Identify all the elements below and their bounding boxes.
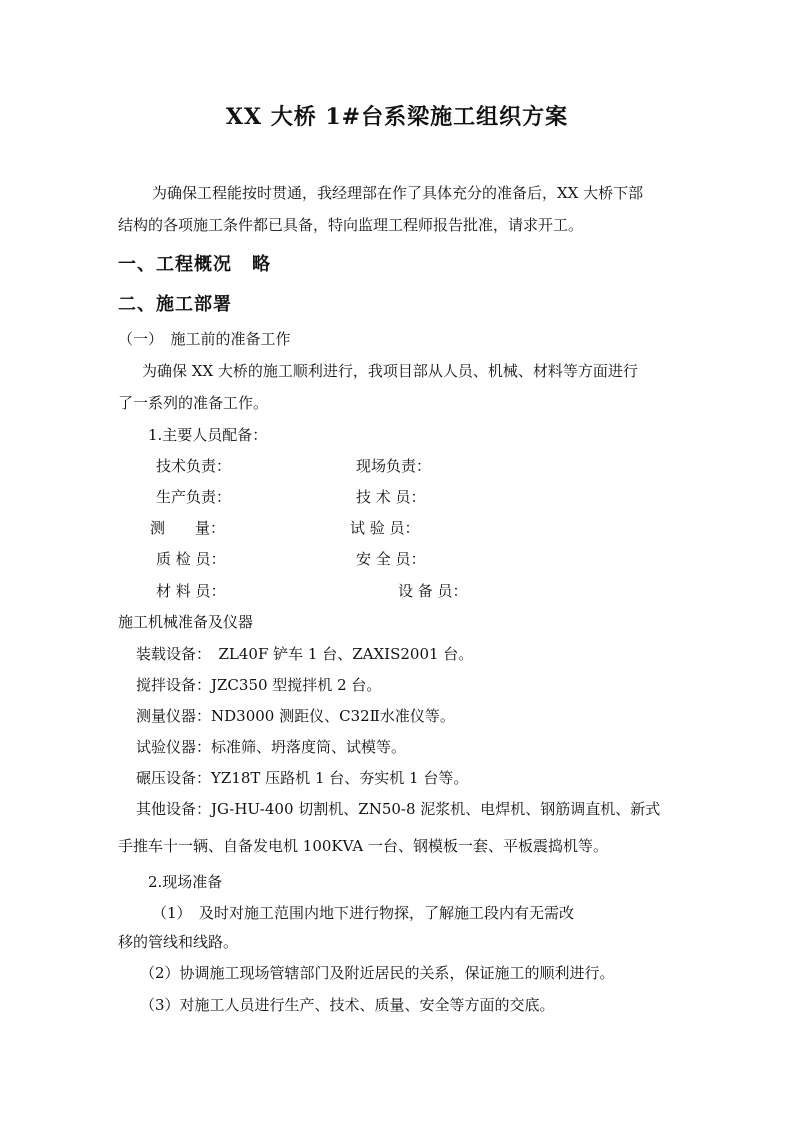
site-prep-heading: 2.现场准备 bbox=[148, 873, 223, 891]
staff-heading: 1.主要人员配备： bbox=[148, 426, 268, 444]
machinery-item-3: 测量仪器：ND3000 测距仪、C32Ⅱ水准仪等。 bbox=[136, 707, 455, 725]
machinery-item-6: 其他设备：JG-HU-400 切割机、ZN50-8 泥浆机、电焊机、钢筋调直机、新式 bbox=[136, 800, 661, 818]
section-1-note: 略 bbox=[252, 254, 271, 275]
staff-left-2: 生产负责： bbox=[156, 488, 232, 506]
site-item-2: （2）协调施工现场管辖部门及附近居民的关系，保证施工的顺利进行。 bbox=[140, 964, 615, 982]
site-item-3: （3）对施工人员进行生产、技术、质量、安全等方面的交底。 bbox=[140, 996, 555, 1014]
section-2-heading: 二、施工部署 bbox=[118, 294, 232, 315]
subsection-1-heading: （一） 施工前的准备工作 bbox=[118, 330, 291, 348]
staff-right-3: 试 验 员： bbox=[350, 519, 420, 537]
staff-left-4: 质 检 员： bbox=[156, 550, 226, 568]
machinery-item-4: 试验仪器：标准筛、坍落度筒、试模等。 bbox=[136, 738, 407, 756]
prep-para-line-1: 为确保 XX 大桥的施工顺利进行，我项目部从人员、机械、材料等方面进行 bbox=[142, 362, 638, 380]
document-title: XX 大桥 1#台系梁施工组织方案 bbox=[225, 104, 569, 130]
staff-right-5: 设 备 员： bbox=[398, 582, 468, 600]
staff-right-2: 技 术 员： bbox=[356, 488, 426, 506]
prep-para-line-2: 了一系列的准备工作。 bbox=[118, 394, 269, 412]
site-item-1-line-1: （1） 及时对施工范围内地下进行物探，了解施工段内有无需改 bbox=[152, 904, 575, 922]
staff-left-5: 材 料 员： bbox=[156, 582, 226, 600]
intro-line-1: 为确保工程能按时贯通，我经理部在作了具体充分的准备后，XX 大桥下部 bbox=[152, 184, 644, 202]
staff-left-3: 测 量： bbox=[150, 519, 226, 537]
section-1-heading: 一、工程概况 bbox=[118, 254, 232, 275]
staff-left-1: 技术负责： bbox=[156, 457, 232, 475]
intro-line-2: 结构的各项施工条件都已具备，特向监理工程师报告批准，请求开工。 bbox=[118, 216, 584, 234]
machinery-item-6-continued: 手推车十一辆、自备发电机 100KVA 一台、钢模板一套、平板震捣机等。 bbox=[118, 837, 609, 855]
machinery-item-5: 碾压设备：YZ18T 压路机 1 台、夯实机 1 台等。 bbox=[136, 769, 469, 787]
staff-right-1: 现场负责： bbox=[356, 457, 432, 475]
staff-right-4: 安 全 员： bbox=[356, 550, 426, 568]
machinery-heading: 施工机械准备及仪器 bbox=[118, 613, 254, 631]
machinery-item-2: 搅拌设备：JZC350 型搅拌机 2 台。 bbox=[136, 676, 382, 694]
site-item-1-line-2: 移的管线和线路。 bbox=[118, 933, 239, 951]
machinery-item-1: 装载设备： ZL40F 铲车 1 台、ZAXIS2001 台。 bbox=[136, 645, 474, 663]
